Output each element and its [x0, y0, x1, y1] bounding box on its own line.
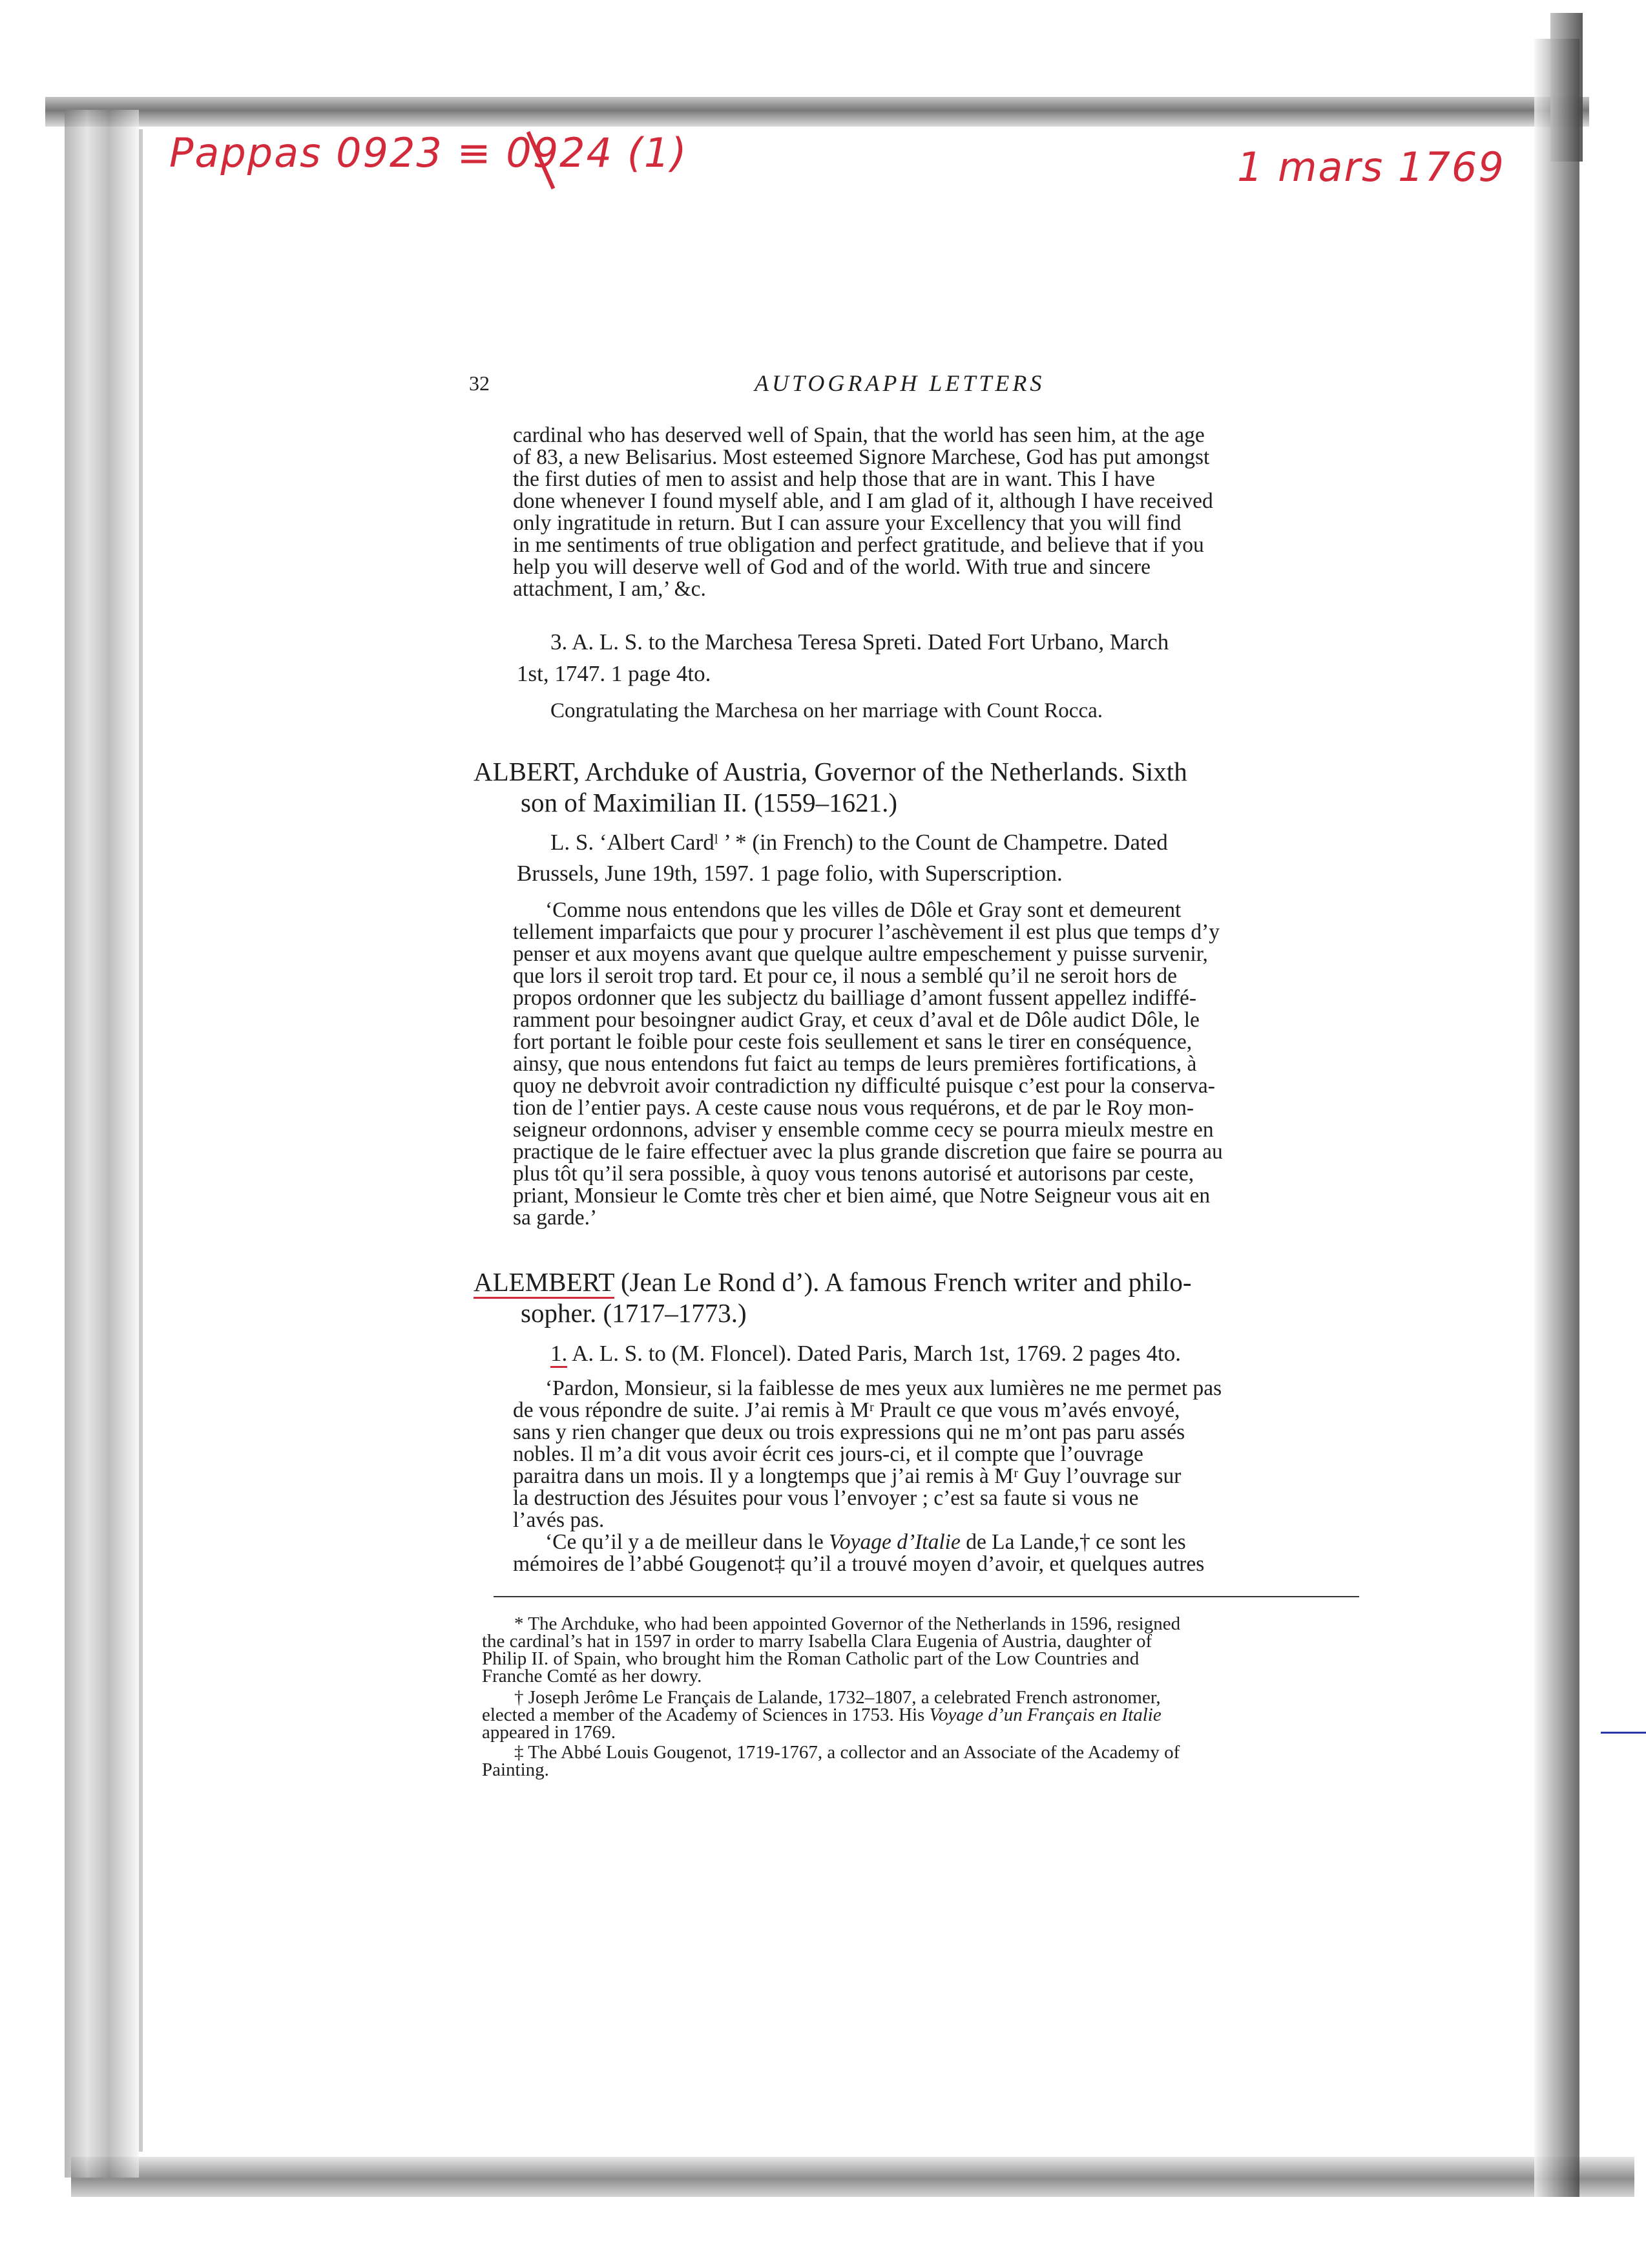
desc-text: A. L. S. to (M. Floncel). Dated Paris, March 1st, 1769. 2 pages 4to. — [567, 1341, 1182, 1366]
book-title: Voyage d’un Français en Italie — [929, 1705, 1162, 1725]
scan-edge-right-top — [1550, 13, 1583, 162]
blue-margin-mark — [1601, 1732, 1646, 1734]
text-line: priant, Monsieur le Comte très cher et bien aimé, que Notre Seigneur vous ait en — [513, 1184, 1211, 1208]
footnote-line: ‡ The Abbé Louis Gougenot, 1719-1767, a collector and an Associate of the Academy of — [514, 1742, 1180, 1763]
text-line: l’avés pas. — [513, 1508, 605, 1532]
footnote-line: Painting. — [482, 1759, 549, 1780]
item3-line1: 3. A. L. S. to the Marchesa Teresa Spreti. Dated Fort Urbano, March — [550, 629, 1169, 655]
footnote-line: * The Archduke, who had been appointed Governor of the Netherlands in 1596, resigned — [514, 1613, 1181, 1634]
albert-desc-line1: L. S. ‘Albert Cardˡ ’ * (in French) to the Count de Champetre. Dated — [550, 830, 1168, 855]
item3-note: Congratulating the Marchesa on her marriage with Count Rocca. — [550, 699, 1103, 722]
scan-edge-bottom — [71, 2157, 1634, 2197]
scan-edge-left-line — [139, 129, 143, 2152]
alembert-quote — [513, 1378, 1346, 1575]
item-number: 1. — [550, 1341, 567, 1368]
book-title: Voyage d’Italie — [829, 1530, 961, 1554]
handwritten-reference: Pappas 0923 ≡ 0924 (1) — [169, 129, 688, 176]
heading-rest: (Jean Le Rond d’). A famous French writer and philo- — [614, 1267, 1192, 1297]
text-line: practique de le faire effectuer avec la plus grande discretion que faire se pourra au — [513, 1140, 1223, 1164]
albert-quote — [513, 899, 1346, 1229]
running-head: AUTOGRAPH LETTERS — [755, 370, 1045, 396]
text-line: seigneur ordonnons, adviser y ensemble comme cecy se pourra mieulx mestre en — [513, 1118, 1214, 1142]
text-line: ainsy, que nous entendons fut faict au temps de leurs premières fortifications, à — [513, 1052, 1197, 1076]
item3-line2: 1st, 1747. 1 page 4to. — [517, 661, 711, 686]
footnote-line: the cardinal’s hat in 1597 in order to marry Isabella Clara Eugenia of Austria, daughter of — [482, 1631, 1152, 1652]
handwritten-date: 1 mars 1769 — [1237, 143, 1505, 191]
continuation-paragraph — [513, 425, 1346, 600]
text-line: propos ordonner que les subjectz du bailliage d’amont fussent appellez indiffé- — [513, 986, 1197, 1010]
quote-text: de La Lande,† ce sont les — [960, 1530, 1186, 1554]
text-line: cardinal who has deserved well of Spain, that the world has seen him, at the age — [513, 423, 1205, 447]
footnote-line: Philip II. of Spain, who brought him the Roman Catholic part of the Low Countries and — [482, 1648, 1140, 1669]
footnote-line: Franche Comté as her dowry. — [482, 1666, 702, 1686]
text-line: sa garde.’ — [513, 1206, 598, 1230]
heading-line: sopher. (1717–1773.) — [521, 1298, 747, 1328]
text-line: tion de l’entier pays. A ceste cause nous vous requérons, et de par le Roy mon- — [513, 1096, 1194, 1120]
alembert-name: ALEMBERT — [474, 1267, 614, 1299]
text-line: fort portant le foible pour ceste fois seullement et sans le tirer en conséquence, — [513, 1030, 1193, 1054]
text-line: que lors il seroit trop tard. Et pour ce, il nous a semblé qu’il ne seroit hors de — [513, 964, 1178, 988]
text-line: quoy ne debvroit avoir contradiction ny difficulté puisque c’est pour la conserva- — [513, 1074, 1215, 1098]
alembert-heading — [474, 1266, 1349, 1328]
footnote-line: appeared in 1769. — [482, 1722, 616, 1743]
footnote-text: elected a member of the Academy of Sciences in 1753. His — [482, 1705, 930, 1725]
text-line: mémoires de l’abbé Gougenot‡ qu’il a trouvé moyen d’avoir, et quelques autres — [513, 1552, 1205, 1576]
text-line: the first duties of men to assist and help those that are in want. This I have — [513, 467, 1155, 491]
text-line: help you will deserve well of God and of the world. With true and sincere — [513, 555, 1151, 579]
text-line: ‘Comme nous entendons que les villes de Dôle et Gray sont et demeurent — [545, 898, 1182, 922]
scan-edge-right — [1534, 39, 1579, 2197]
scan-edge-left — [65, 110, 139, 2178]
text-line: of 83, a new Belisarius. Most esteemed Signore Marchese, God has put amongst — [513, 445, 1210, 469]
text-line: paraitra dans un mois. Il y a longtemps que j’ai remis à Mʳ Guy l’ouvrage sur — [513, 1464, 1182, 1488]
text-line: only ingratitude in return. But I can assure your Excellency that you will find — [513, 511, 1182, 535]
text-line: attachment, I am,’ &c. — [513, 577, 706, 601]
quote-text: ‘Ce qu’il y a de meilleur dans le — [545, 1530, 829, 1554]
footnotes — [482, 1615, 1359, 1779]
text-line: nobles. Il m’a dit vous avoir écrit ces jours-ci, et il compte que l’ouvrage — [513, 1442, 1143, 1466]
text-line: plus tôt qu’il sera possible, à quoy vous tenons autorisé et autorisons par ceste, — [513, 1162, 1194, 1186]
text-line — [513, 1531, 1346, 1553]
page-number: 32 — [469, 372, 490, 395]
text-line: ramment pour besoingner audict Gray, et ceux d’aval et de Dôle audict Dôle, le — [513, 1008, 1200, 1032]
albert-desc-line2: Brussels, June 19th, 1597. 1 page folio, with Superscription. — [517, 861, 1063, 886]
text-line: in me sentiments of true obligation and perfect gratitude, and believe that if you — [513, 533, 1204, 557]
albert-heading — [474, 756, 1349, 818]
text-line: penser et aux moyens avant que quelque aultre empeschement y puisse survenir, — [513, 942, 1208, 966]
heading-line: son of Maximilian II. (1559–1621.) — [521, 788, 898, 817]
heading-line — [474, 1266, 1349, 1297]
text-line: done whenever I found myself able, and I am glad of it, although I have received — [513, 489, 1213, 513]
footnote-rule — [494, 1596, 1359, 1597]
text-line: la destruction des Jésuites pour vous l’envoyer ; c’est sa faute si vous ne — [513, 1486, 1139, 1510]
footnote-line: † Joseph Jerôme Le Français de Lalande, 1732–1807, a celebrated French astronomer, — [514, 1687, 1161, 1708]
text-line: de vous répondre de suite. J’ai remis à Mʳ Prault ce que vous m’avés envoyé, — [513, 1398, 1180, 1422]
footnote-line — [482, 1706, 1359, 1724]
text-line: sans y rien changer que deux ou trois expressions qui ne m’ont pas paru assés — [513, 1420, 1185, 1444]
scan-edge-top — [45, 97, 1589, 127]
text-line: tellement imparfaicts que pour y procurer l’aschèvement il est plus que temps d’y — [513, 920, 1220, 944]
heading-line: ALBERT, Archduke of Austria, Governor of the Netherlands. Sixth — [474, 757, 1187, 786]
alembert-desc — [550, 1339, 1380, 1368]
text-line: ‘Pardon, Monsieur, si la faiblesse de mes yeux aux lumières ne me permet pas — [545, 1376, 1222, 1400]
